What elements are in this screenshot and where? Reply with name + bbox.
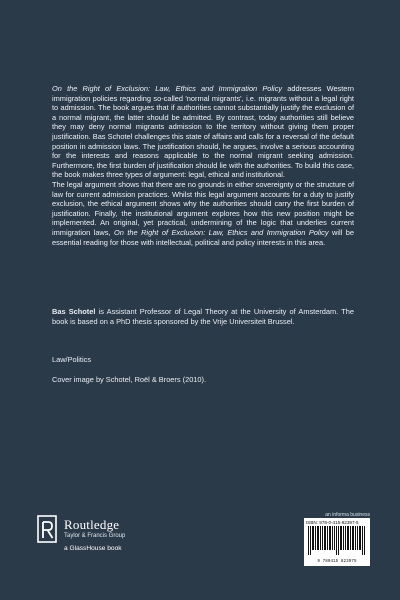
informa-business-label: an informa business [325,512,370,518]
barcode-digits: 9 780415 823975 [317,560,357,564]
description-text-2-start: The legal argument shows that there are no grounds in either sovereignty or the structure of law for current admission practices. Whilst this legal argument accounts for a duty to justify exclusion, the ethical argument shows why the authorities should carry the first burden of justification. Finally, the institutional argument explores how this new position might be implemented. An original, yet practical, undermining of the logic that underlies current immigration laws, [52,179,354,237]
isbn-barcode [304,518,370,566]
description-text-2-end: will be essential reading for those with intellectual, political and policy interests in this area. [52,227,354,247]
routledge-logo-icon [36,514,62,548]
book-title-italic: On the Right of Exclusion: Law, Ethics and Immigration Policy [52,84,283,93]
description-paragraph-1 [52,84,354,180]
cover-image-credit: Cover image by Schotel, Roël & Broers (2010). [52,375,207,384]
author-name: Bas Schotel [52,307,96,316]
publisher-block [36,514,156,560]
author-bio-text: is Assistant Professor of Legal Theory at the University of Amsterdam. The book is based on a PhD thesis sponsored by the Vrije Universiteit Brussel. [52,307,354,326]
book-title-italic-2: On the Right of Exclusion: Law, Ethics and Immigration Policy [114,227,329,237]
description-paragraph-2 [52,180,354,247]
description-text-1: addresses Western immigration policies regarding so-called 'normal migrants', i.e. migrants without a legal right to admission. The book argues that if authorities cannot substantially justify the exclusion of a normal migrant, the latter should be admitted. By contrast, today authorities still believe they may deny normal migrants admission to the territory without giving them proper justification. Bas Schotel challenges this state of affairs and calls for a reversal of the default position in admission laws. The justification should, he argues, involve a serious accounting for the interests and reasons applicable to the normal migrant seeking admission. Furthermore, the first burden of justification should lie with the authorities. To build this case, the book makes three types of argument: legal, ethical and institutional. [52,84,354,180]
publisher-imprint: a GlassHouse book [64,545,122,552]
subject-category: Law/Politics [52,355,92,364]
publisher-group: Taylor & Francis Group [64,533,126,539]
publisher-name: Routledge [64,517,120,532]
author-bio [52,307,354,326]
barcode-icon [306,526,368,558]
book-description [52,84,354,247]
isbn-number: ISBN: 978-0-415-82397-5 [306,520,359,525]
